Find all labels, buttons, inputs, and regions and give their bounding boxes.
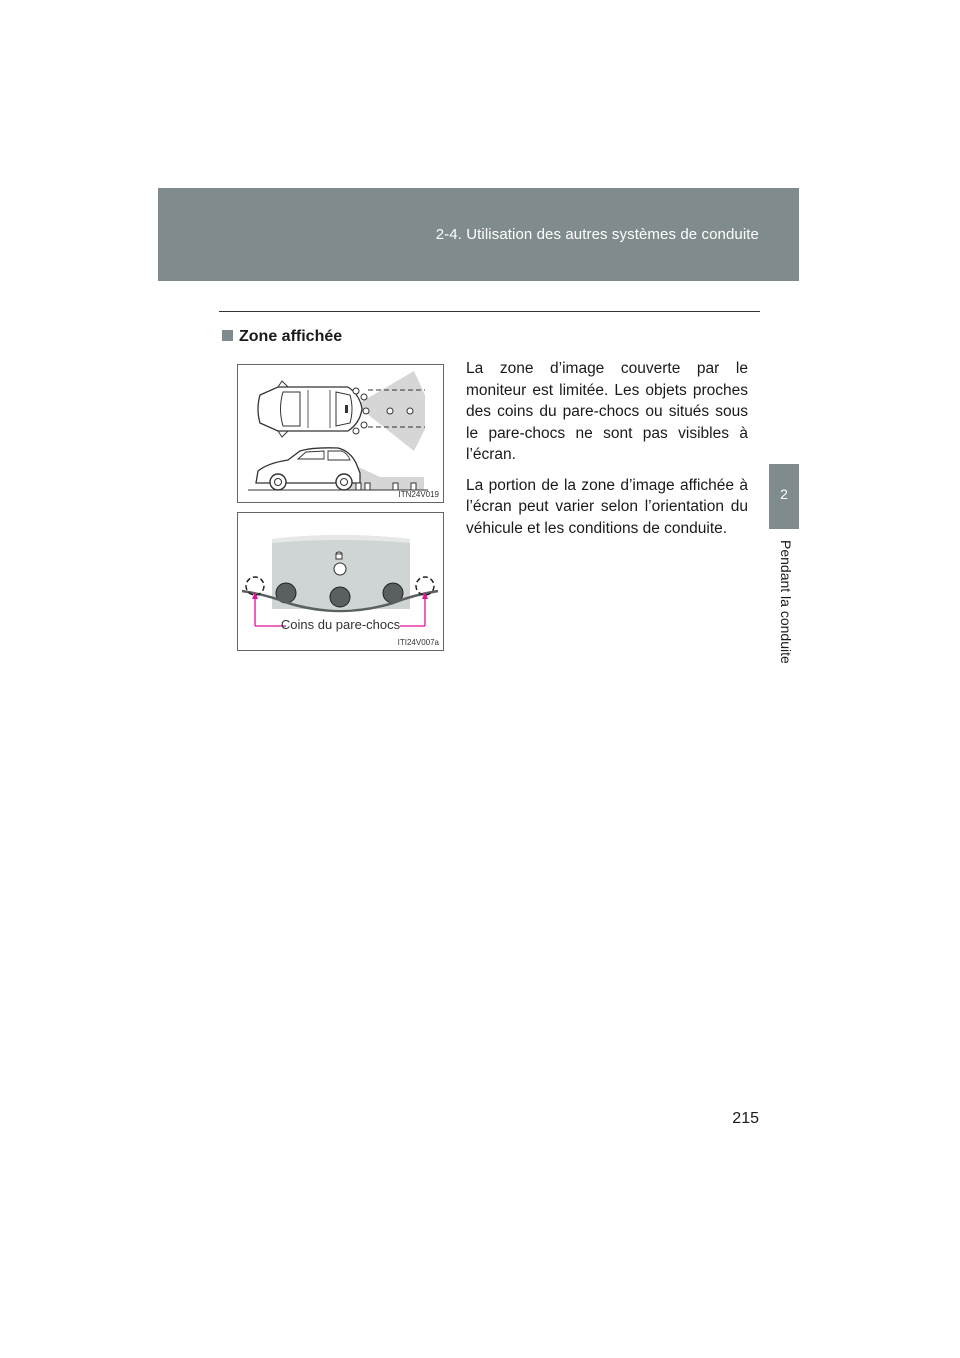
page-number: 215 [732, 1110, 759, 1127]
car-top-view-icon [258, 381, 362, 437]
figure-bumper-corners [237, 512, 444, 651]
header-band [158, 188, 799, 281]
object-cylinder-center [330, 587, 350, 607]
object-marker [363, 408, 369, 414]
square-bullet-icon [222, 330, 233, 341]
paragraph: La portion de la zone d’image affichée à l’écran peut varier selon l’orientation du véhicule et les conditions de conduite. [466, 476, 748, 537]
chapter-tab [769, 464, 799, 529]
object-marker [411, 483, 416, 490]
object-marker [407, 408, 413, 414]
body-text [466, 358, 748, 548]
object-marker [353, 428, 359, 434]
figure-code: ITI24V007a [397, 638, 439, 647]
figure-camera-zone [237, 364, 444, 503]
object-marker [393, 483, 398, 490]
section-title: 2-4. Utilisation des autres systèmes de conduite [435, 226, 759, 243]
section-heading [222, 328, 342, 346]
object-marker [361, 394, 367, 400]
chapter-number: 2 [780, 486, 788, 502]
paragraph: La zone d’image couverte par le moniteur est limitée. Les objets proches des coins du pare-chocs ou situés sous le pare-chocs ne sont pas visibles à l’écran. [466, 360, 748, 463]
object-marker [387, 408, 393, 414]
figure-code: ITN24V019 [398, 490, 439, 499]
object-marker [361, 422, 367, 428]
object-marker [365, 483, 370, 490]
header-rule [219, 311, 760, 312]
object-marker [353, 388, 359, 394]
bumper-corners-label: Coins du pare-chocs [280, 617, 401, 632]
object-marker [356, 483, 361, 490]
chapter-label-text: Pendant la conduite [778, 540, 794, 664]
car-side-view-icon [256, 448, 360, 490]
section-heading-text: Zone affichée [239, 328, 343, 345]
chapter-label [776, 540, 796, 680]
vehicle-camera-zone-illustration [238, 365, 443, 502]
